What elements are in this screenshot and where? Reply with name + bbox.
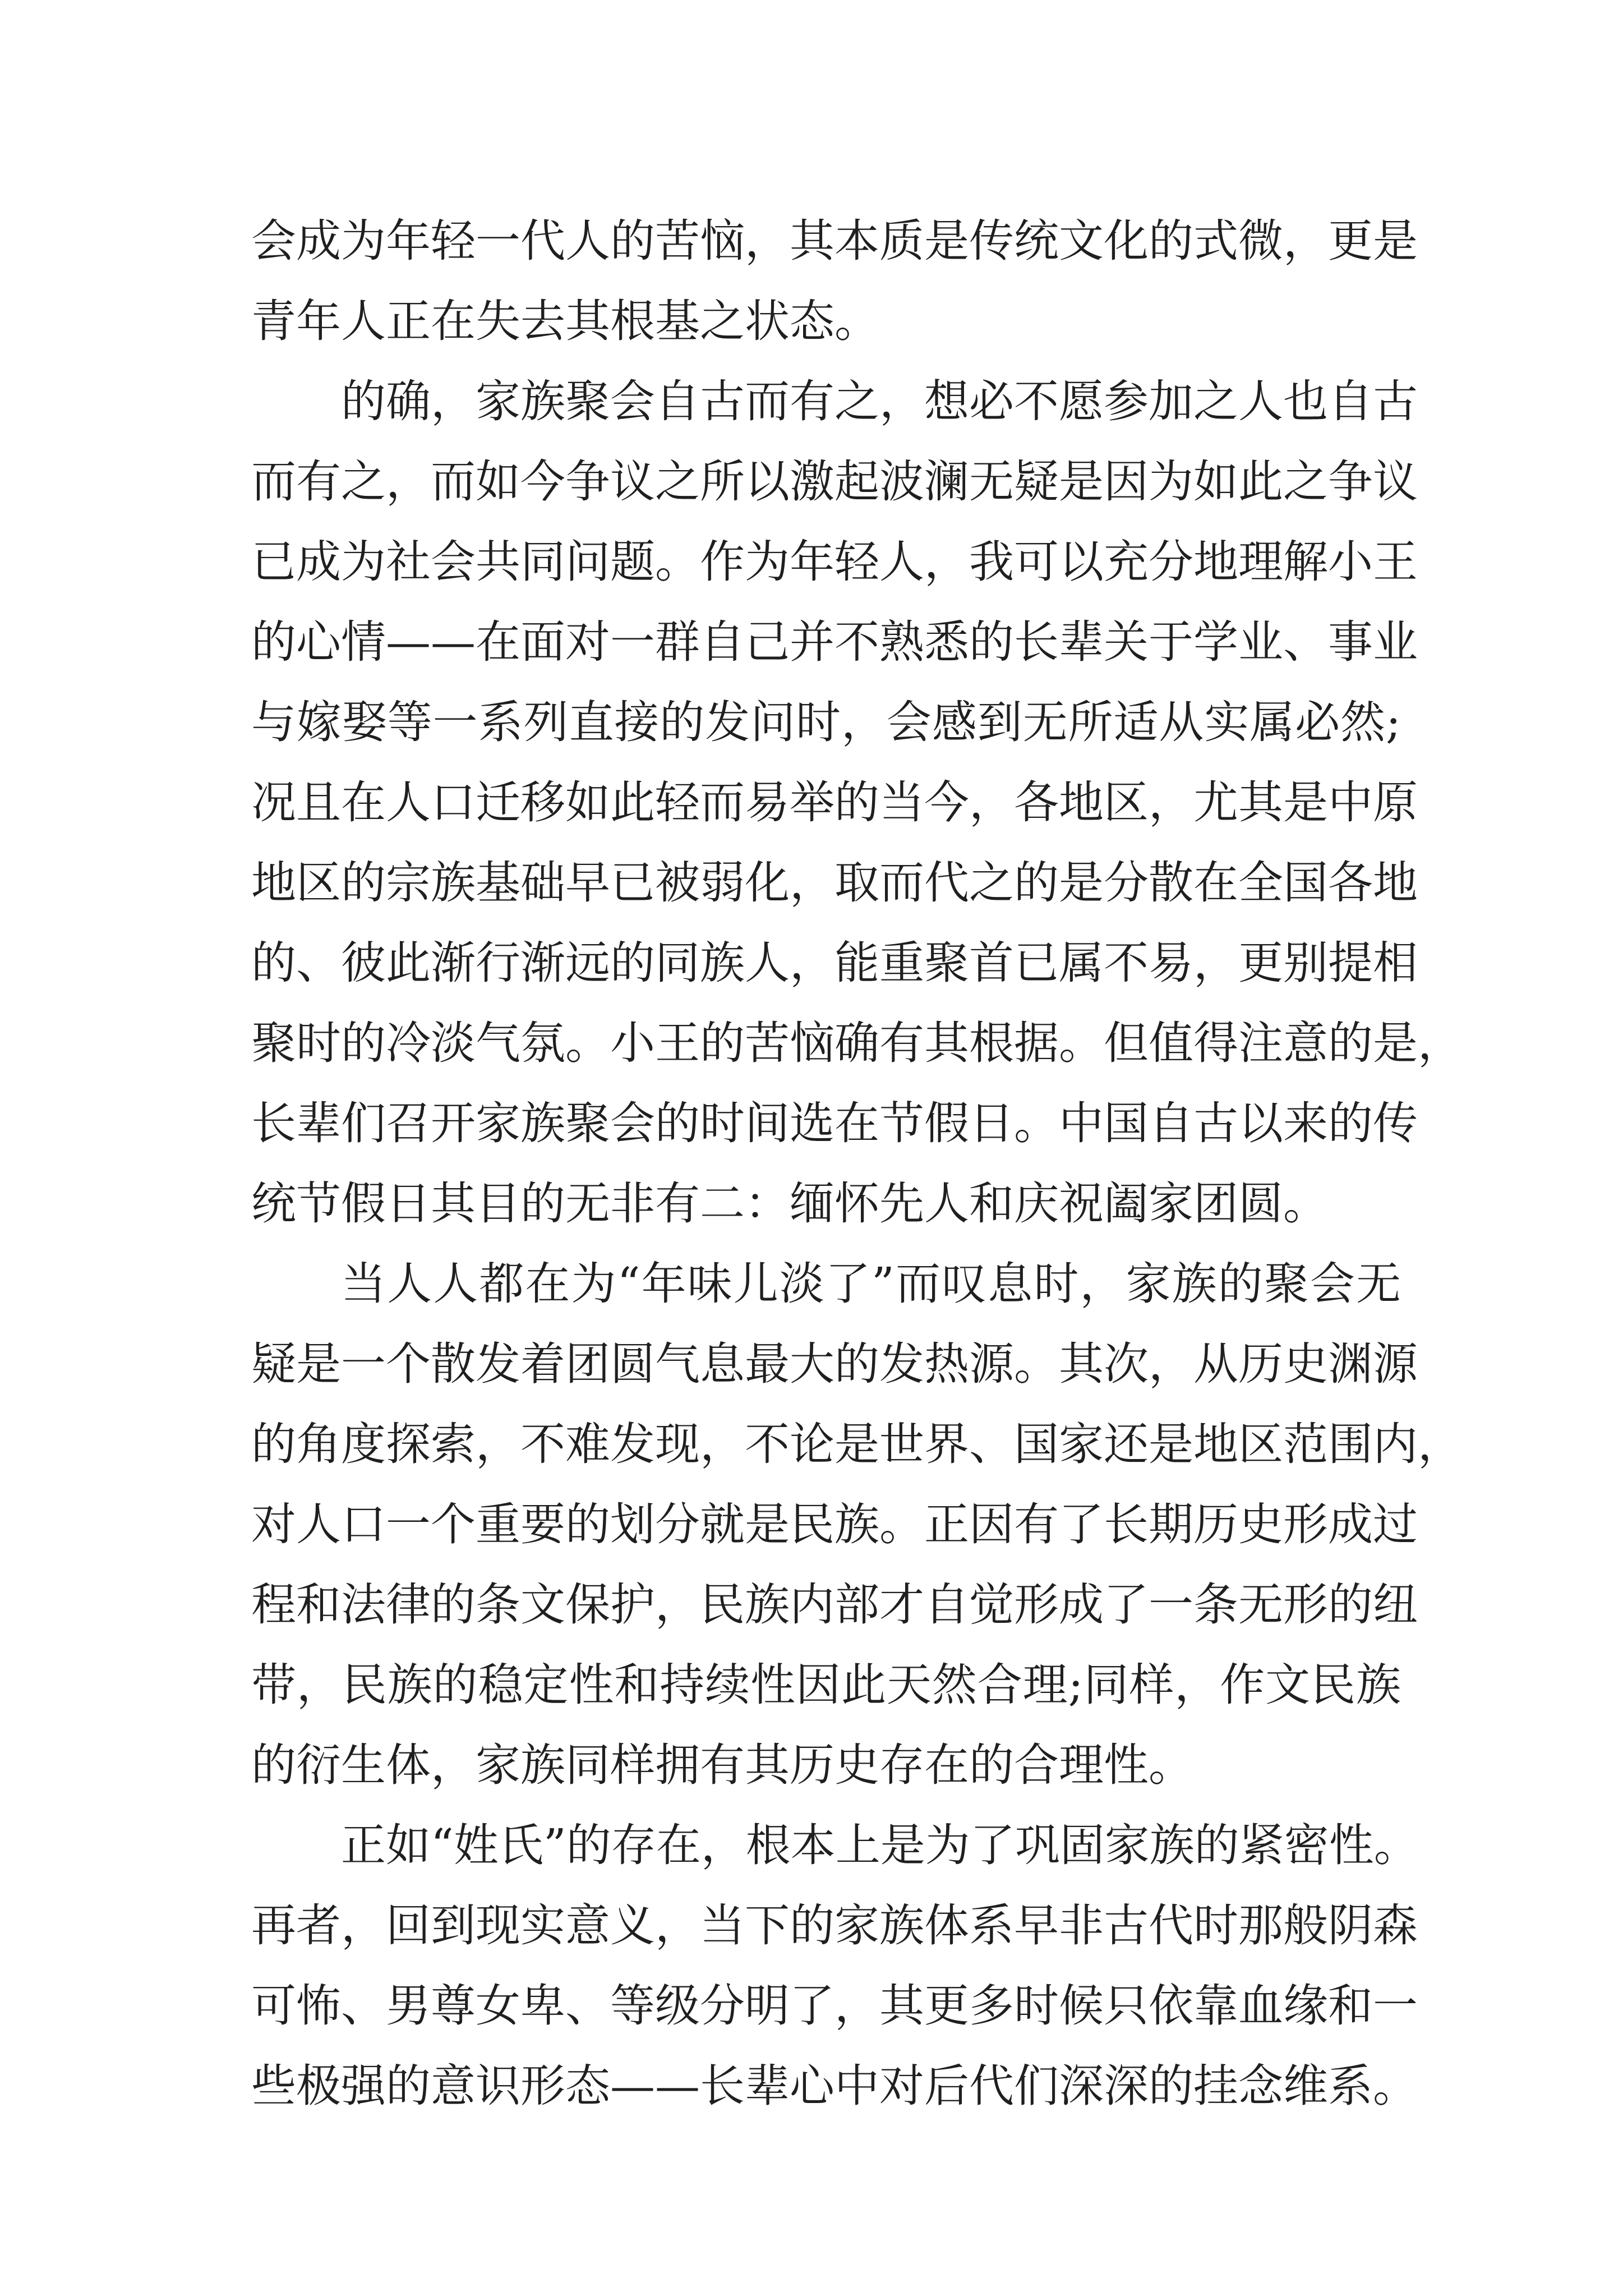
- text-line: 正如“姓氏”的存在，根本上是为了巩固家族的紧密性。: [341, 1819, 1419, 1871]
- text-line: 长辈们召开家族聚会的时间选在节假日。中国自古以来的传: [251, 1097, 1418, 1149]
- text-line: 疑是一个散发着团圆气息最大的发热源。其次，从历史渊源: [251, 1338, 1418, 1390]
- paragraph-2: [251, 361, 1463, 1244]
- text-line: 已成为社会共同问题。作为年轻人，我可以充分地理解小王: [251, 536, 1418, 588]
- paragraph-3: [251, 1244, 1463, 1805]
- text-line: 程和法律的条文保护，民族内部才自觉形成了一条无形的纽: [251, 1579, 1418, 1631]
- text-line: 的衍生体，家族同样拥有其历史存在的合理性。: [251, 1739, 1193, 1791]
- text-line: 些极强的意识形态——长辈心中对后代们深深的挂念维系。: [251, 2060, 1418, 2112]
- text-line: 青年人正在失去其根基之状态。: [251, 295, 879, 347]
- text-line: 的心情——在面对一群自己并不熟悉的长辈关于学业、事业: [251, 616, 1418, 668]
- text-line: 而有之，而如今争议之所以激起波澜无疑是因为如此之争议: [251, 455, 1418, 508]
- text-line: 再者，回到现实意义，当下的家族体系早非古代时那般阴森: [251, 1899, 1418, 1952]
- paragraph-4: [251, 1805, 1419, 2126]
- paragraph-1: [251, 201, 1418, 361]
- text-line: 与嫁娶等一系列直接的发问时，会感到无所适从实属必然;: [251, 696, 1401, 748]
- text-line: 的确，家族聚会自古而有之，想必不愿参加之人也自古: [341, 375, 1418, 427]
- text-line: 可怖、男尊女卑、等级分明了，其更多时候只依靠血缘和一: [251, 1980, 1418, 2032]
- document-body: [251, 201, 1463, 2126]
- text-line: 带，民族的稳定性和持续性因此天然合理;同样，作文民族: [251, 1659, 1401, 1711]
- text-line: 况且在人口迁移如此轻而易举的当今，各地区，尤其是中原: [251, 776, 1418, 829]
- text-line: 当人人都在为“年味儿淡了”而叹息时，家族的聚会无: [341, 1258, 1401, 1310]
- text-line: 统节假日其目的无非有二：缅怀先人和庆祝阖家团圆。: [251, 1177, 1328, 1230]
- text-line: 的角度探索，不难发现，不论是世界、国家还是地区范围内，: [251, 1418, 1463, 1470]
- text-line: 的、彼此渐行渐远的同族人，能重聚首已属不易，更别提相: [251, 937, 1418, 989]
- text-line: 地区的宗族基础早已被弱化，取而代之的是分散在全国各地: [251, 857, 1418, 909]
- text-line: 聚时的冷淡气氛。小王的苦恼确有其根据。但值得注意的是，: [251, 1017, 1463, 1069]
- text-line: 会成为年轻一代人的苦恼，其本质是传统文化的式微，更是: [251, 215, 1418, 267]
- text-line: 对人口一个重要的划分就是民族。正因有了长期历史形成过: [251, 1498, 1418, 1550]
